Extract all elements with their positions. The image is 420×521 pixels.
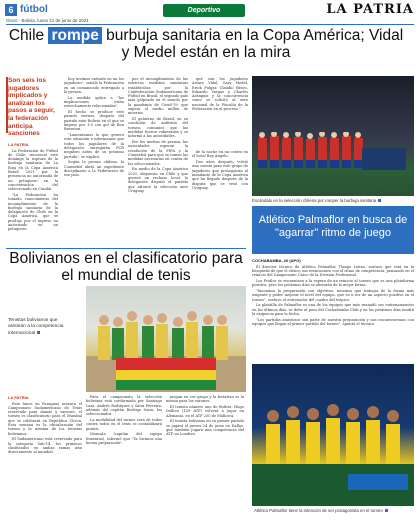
caption-text: Tenistas bolivianos que asistirán a la competencia internacional bbox=[8, 318, 64, 336]
palmaflor-team-photo bbox=[252, 364, 414, 506]
headline-post: burbuja sanitaria en la Copa América; Vidal y Medel están en la mira bbox=[106, 27, 404, 61]
headline-highlight: rompe bbox=[48, 27, 101, 44]
article1-col4 bbox=[192, 150, 248, 192]
paragraph: En medio de la Copa América 2021, dispuesta en Chile y que generó un rechazo local, la delegación disputó el partido que afrontó la selección ante Uruguay. bbox=[128, 167, 188, 193]
paragraph: juegan en ese grupo y la fortaleza es la misma para los varones. bbox=[166, 395, 244, 404]
article2-col1 bbox=[8, 395, 82, 456]
paragraph: Según la prensa chilena, la Conmebol abrió un expediente disciplinario a la Federación de ese país. bbox=[64, 160, 124, 178]
paragraph: "Los partidos amistosos son parte de nuestra preparación y nos encontraremos con equipos que llegan al primer partido del torneo", apuntó el técnico. bbox=[252, 317, 414, 327]
article2-tag: LA PATRIA bbox=[8, 395, 29, 400]
page-number: 6 bbox=[5, 4, 17, 16]
end-square-icon bbox=[385, 509, 388, 512]
article1-col2 bbox=[64, 77, 124, 179]
photo3-caption bbox=[254, 508, 414, 513]
page-header bbox=[0, 0, 420, 20]
article1-tag: LA PATRIA bbox=[8, 142, 29, 147]
paragraph: El hecho se produce este pasado viernes, después del partido ante Bolivia en el que se impuso por 1-0 con gol de Ben Brereton. bbox=[64, 110, 124, 132]
stadium-board bbox=[362, 148, 406, 170]
paragraph: El director técnico de Atlético Palmaflor, Thiago Leitao, sostuvo que está en la búsqueda de que el elenco sus reencuentro con el ritmo de competencia, pensando en el reinicio del Campeonato Único de la División Profesional. bbox=[252, 264, 415, 278]
paragraph: "Lamentamos lo que generó esta situación e informamos que todos los jugadores de la delegación entregarán PCR negativo antes de su próximo partido", se explicó. bbox=[64, 133, 124, 159]
article1-col1 bbox=[8, 142, 58, 233]
paragraph: por el incumplimiento de las estrictas medidas sanitarias establecidas por la Confederación Sudamericana de Fútbol en Brasil, el segundo país más golpeado en el mundo por la pandemia de Covid-19, que supera el medio millón de muertos. bbox=[128, 77, 188, 116]
chile-team-photo bbox=[252, 76, 414, 196]
end-square-icon bbox=[378, 199, 381, 202]
end-square-icon bbox=[37, 331, 40, 334]
paragraph: La Federación de Fútbol de Chile, reconoció este domingo la ruptura de la burbuja sanitaria de La Roja en la Copa América Brasil 2021 por la presencia no autorizada de un peluquero en la concentración del seleccionado en Cuiabá. bbox=[8, 148, 58, 192]
paragraph: Este lunes en Paraguay arranca el Campeonato Sudamericano de Tenis reservado para damas y varones, el torneo es clasificatorio para el Mundial que se celebrará en República Checa. Esta semana es la oficialización del torneo y la nómina de los tenistas bolivianos. bbox=[8, 401, 82, 436]
caption-text: Atlético Palmaflor tiene la intención de ser protagonista en el torneo bbox=[254, 508, 383, 513]
article2-col3 bbox=[166, 395, 244, 438]
paragraph: El gobierno de Brasil, en su condición de anfitrión del torneo, comunicó que las medidas fueron vulneradas y se informó a las autoridades. bbox=[128, 117, 188, 139]
paragraph: La plantilla de Palmaflor es una de los equipos que más reanudó sus entrenamientos en los últimos días, se debe al paso del Cochabamba Club y en los próximos días tendrá la exigencia para la fecha. bbox=[252, 303, 414, 316]
paragraph: Dos años después, volvió una cuenta para este grupo de jugadores que protagoniza al mandante de la Copa América que ha llegado después de la disputa que se vivió con Uruguay. bbox=[192, 160, 248, 190]
paragraph: Los Frailes se encuentran a la espera de un reinicio al torneo que es una plataforma positiva, pero los próximos días se alistarán de la mejor forma. bbox=[252, 278, 414, 288]
caption-text: Escándalo en la selección chilena por romper la burbuja sanitaria bbox=[252, 198, 377, 203]
paragraph: Por los medios de prensa, las autoridades esperan la resolución de la FIFA y la Conmebol para que se tomen las medidas necesarias en contra de los seleccionados. bbox=[128, 140, 188, 166]
masthead: LA PATRIA bbox=[326, 2, 414, 17]
article1-col3b bbox=[192, 77, 248, 113]
paragraph: Mancala (capitán del equipo femenino), informó que "Ya hicimos una buena preparación". bbox=[86, 432, 162, 445]
paragraph: La modalidad del torneo será de todos contra todos en el tenis se contabilizará puntos. bbox=[86, 417, 162, 431]
article3-tag: COCHABAMBA, 20 (APG) bbox=[252, 258, 301, 263]
header-rule bbox=[6, 24, 414, 25]
paragraph: El Sudamericano está reservado para la categoría Sub-14, los primeros clasificados en ambas ramas irán directamente al mundial. bbox=[8, 437, 82, 455]
palmaflor-headline-box: Atlético Palmaflor en busca de "agarrar" ritmo de juego bbox=[252, 206, 414, 254]
palmaflor-players-illustration bbox=[252, 364, 414, 506]
article1-headline bbox=[6, 27, 406, 61]
article1-lede: Son seis los jugadores implicados y analizan los pasos a seguir, la federación anticipa sanciones bbox=[8, 77, 55, 138]
article3-body bbox=[252, 258, 414, 328]
article1-col3 bbox=[128, 77, 188, 195]
section-name: fútbol bbox=[20, 4, 48, 15]
photo2-caption bbox=[8, 318, 66, 336]
paragraph: de la noche en un centro en el hotel Ray Angelo. bbox=[192, 150, 248, 159]
supplement-logo: Deportivo bbox=[163, 4, 245, 17]
paragraph: qué son los jugadores Arturo Vidal, Gary Medel, Erick Pulgar, Claudio Bravo, Eduardo Vargas y Charles Aránguiz y la concurrencia como se solicitó al ente nacional de la Fiscalía de la Federación en el proceso ". bbox=[192, 77, 248, 112]
paragraph: La medida aplica a "las implicaciones están estrechamente relacionadas". bbox=[64, 95, 124, 109]
photo1-caption bbox=[252, 198, 414, 203]
paragraph: El tenista boliviano en su primer partido se jugará el jueves 24 de junio en Dallas, que también jugará una competencia del ATP en Londres. bbox=[166, 419, 244, 437]
paragraph: "La Federación ha tomado conocimiento del incumplimiento de la burbuja sanitaria de la delegación de Chile en la Copa América, que se produjo por el ingreso no autorizado en un peluquero bbox=[8, 192, 58, 232]
paragraph: "Iniciamos la preparación con objetivos, tenemos que trabajar de la forma más exigente y poder mejorar el nivel del equipo, que va a ser de un aspecto positivo en el torneo", sostuvo el entrenador del cuadro del trópico. bbox=[252, 288, 414, 302]
paragraph: hoy tuvimos entrada en un los jugadores", señaló la Federación en un comunicado entregado a la prensa. bbox=[64, 77, 124, 94]
article2-headline: Bolivianos en el clasificatorio para el mundial de tenis bbox=[9, 250, 243, 284]
paragraph: El tenista número uno de Bolivia, Hugo Dellien (129 ATP) volverá a jugar en Alemania, en el ATP 250 de Mallorca. bbox=[166, 405, 244, 418]
headline-pre: Chile bbox=[8, 27, 45, 44]
article-divider bbox=[6, 248, 246, 249]
paragraph: Para el campeonato la selección boliviana está conformada por Santiago Lara, Andrés Rodríguez y Saira Ferreira, además del capitán Rodrigo Soria, los seleccionados. bbox=[86, 395, 162, 417]
tennis-team-photo bbox=[86, 286, 246, 392]
tennis-players-illustration bbox=[86, 286, 246, 392]
article2-col2 bbox=[86, 395, 162, 447]
dateline: Oruro - Bolivia, lunes 21 de junio de 2021 bbox=[6, 18, 89, 23]
